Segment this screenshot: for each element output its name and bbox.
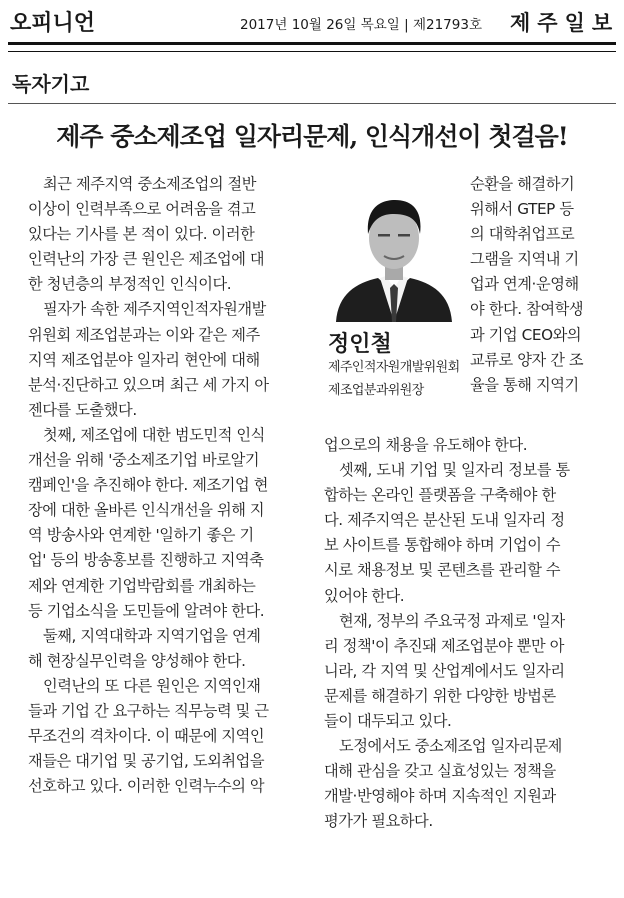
body-paragraph xyxy=(324,433,612,458)
body-line: 업과 연계·운영해 xyxy=(470,275,579,294)
body-line: 과 기업 CEO와의 xyxy=(470,325,582,344)
body-line: 평가가 필요하다. xyxy=(324,812,433,831)
body-line: 인력난의 가장 큰 원인은 제조업에 대 xyxy=(28,250,265,269)
body-line: 한 청년층의 부정적인 인식이다. xyxy=(28,275,232,294)
article-body-right-top xyxy=(470,172,612,398)
body-line: 둘째, 지역대학과 지역기업을 연계 xyxy=(43,626,261,645)
body-paragraph xyxy=(324,458,612,609)
body-line: 율을 통해 지역기 xyxy=(470,375,579,394)
body-line: 도정에서도 중소제조업 일자리문제 xyxy=(339,737,562,756)
author-name: 정인철 xyxy=(328,332,392,357)
body-line: 선호하고 있다. 이러한 인력누수의 악 xyxy=(28,777,265,796)
body-line: 캠페인'을 추진해야 한다. 제조기업 현 xyxy=(28,476,268,495)
body-paragraph xyxy=(28,172,310,297)
body-line: 리 정책'이 추진돼 제조업분야 뿐만 아 xyxy=(324,636,564,655)
body-line: 젠다를 도출했다. xyxy=(28,400,137,419)
body-line: 야 한다. 참여학생 xyxy=(470,300,584,319)
author-affiliation: 제주인적자원개발위원회 xyxy=(328,360,460,375)
body-line: 등 기업소식을 도민들에 알려야 한다. xyxy=(28,601,265,620)
body-line: 합하는 온라인 플랫폼을 구축해야 한 xyxy=(324,486,556,505)
author-portrait-icon xyxy=(328,180,460,322)
body-line: 분석·진단하고 있으며 최근 세 가지 아 xyxy=(28,375,269,394)
body-line: 업' 등의 방송홍보를 진행하고 지역축 xyxy=(28,551,264,570)
body-line: 있다는 기사를 본 적이 있다. 이러한 xyxy=(28,225,255,244)
body-line: 이상이 인력부족으로 어려움을 겪고 xyxy=(28,200,256,219)
body-line: 들이 대두되고 있다. xyxy=(324,712,452,731)
article-headline: 제주 중소제조업 일자리문제, 인식개선이 첫걸음! xyxy=(56,122,568,151)
article-body-right xyxy=(324,433,612,835)
body-paragraph xyxy=(28,624,310,674)
body-line: 개발·반영해야 하며 지속적인 지원과 xyxy=(324,787,556,806)
body-line: 대해 관심을 갖고 실효성있는 정책을 xyxy=(324,762,556,781)
body-line: 무조건의 격차이다. 이 때문에 지역인 xyxy=(28,727,265,746)
body-line: 니라, 각 지역 및 산업계에서도 일자리 xyxy=(324,661,565,680)
body-paragraph xyxy=(28,423,310,624)
body-line: 시로 채용정보 및 콘텐츠를 관리할 수 xyxy=(324,561,561,580)
body-line: 순환을 해결하기 xyxy=(470,175,575,193)
body-line: 개선을 위해 '중소제조기업 바로알기 xyxy=(28,451,260,470)
body-paragraph xyxy=(28,297,310,422)
body-line: 셋째, 도내 기업 및 일자리 정보를 통 xyxy=(339,461,570,480)
body-line: 장에 대한 올바른 인식개선을 위해 지 xyxy=(28,501,265,520)
body-paragraph xyxy=(324,609,612,734)
masthead-rule-thick xyxy=(8,42,616,45)
body-line: 있어야 한다. xyxy=(324,586,405,605)
body-line: 의 대학취업프로 xyxy=(470,225,575,244)
body-line: 인력난의 또 다른 원인은 지역인재 xyxy=(43,676,261,695)
body-line: 위해서 GTEP 등 xyxy=(470,200,574,219)
body-line: 그램을 지역내 기 xyxy=(470,250,579,269)
body-line: 역 방송사와 연계한 '일하기 좋은 기 xyxy=(28,526,254,545)
body-line: 들과 기업 간 요구하는 직무능력 및 근 xyxy=(28,701,269,720)
body-line: 교류로 양자 간 조 xyxy=(470,350,584,369)
body-line: 첫째, 제조업에 대한 범도민적 인식 xyxy=(43,425,265,444)
body-line: 재들은 대기업 및 공기업, 도외취업을 xyxy=(28,752,265,771)
newspaper-logo: 제주일보 xyxy=(510,10,620,35)
article-body-left xyxy=(28,172,310,799)
issue-dateline: 2017년 10월 26일 목요일 | 제21793호 xyxy=(240,17,482,33)
author-photo xyxy=(328,180,460,322)
author-position: 제조업분과위원장 xyxy=(328,383,424,398)
body-line: 현재, 정부의 주요국정 과제로 '일자 xyxy=(339,611,565,630)
body-line: 지역 제조업분야 일자리 현안에 대해 xyxy=(28,350,260,369)
body-line: 업으로의 채용을 유도해야 한다. xyxy=(324,436,528,454)
body-line: 위원회 제조업분과는 이와 같은 제주 xyxy=(28,325,260,344)
body-line: 제와 연계한 기업박람회를 개최하는 xyxy=(28,576,256,595)
masthead xyxy=(0,0,624,44)
column-rubric: 독자기고 xyxy=(12,72,90,96)
body-line: 문제를 해결하기 위한 다양한 방법론 xyxy=(324,686,556,705)
body-line: 다. 제주지역은 분산된 도내 일자리 정 xyxy=(324,511,565,530)
body-line: 해 현장실무인력을 양성해야 한다. xyxy=(28,651,246,670)
body-paragraph xyxy=(324,734,612,834)
rubric-rule xyxy=(8,103,616,104)
body-paragraph xyxy=(28,674,310,799)
body-line: 필자가 속한 제주지역인적자원개발 xyxy=(43,300,266,319)
masthead-rule-thin xyxy=(8,51,616,52)
body-line: 보 사이트를 통합해야 하며 기업이 수 xyxy=(324,536,561,555)
section-label: 오피니언 xyxy=(10,11,96,36)
body-line: 최근 제주지역 중소제조업의 절반 xyxy=(43,175,257,193)
